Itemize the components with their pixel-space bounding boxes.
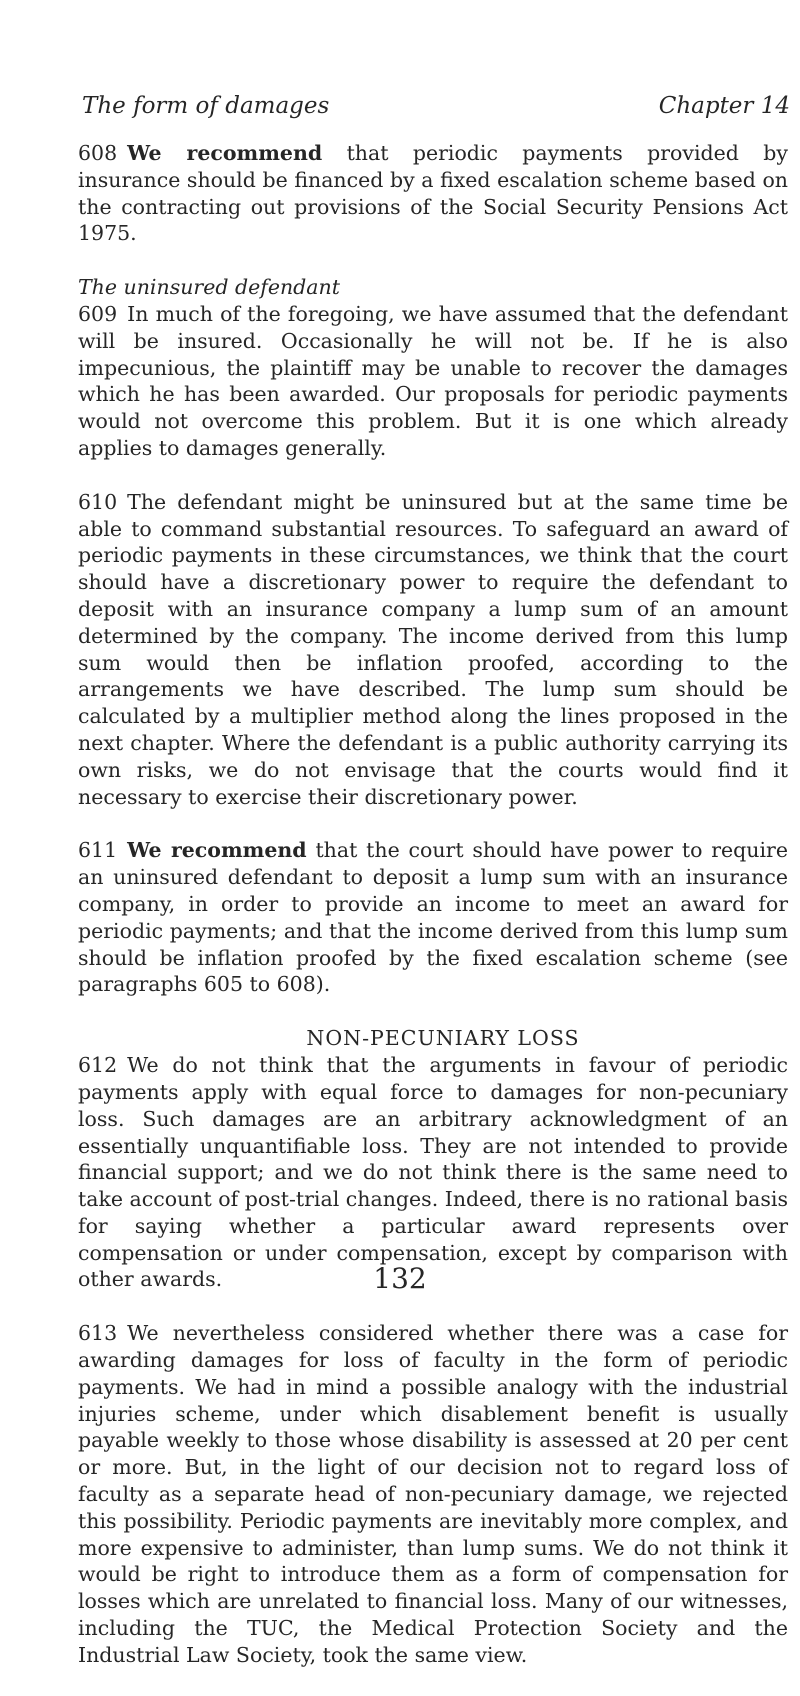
running-head-title: The form of damages bbox=[82, 93, 330, 119]
recommendation-lead: We recommend bbox=[127, 838, 307, 863]
recommendation-lead: We recommend bbox=[127, 141, 323, 165]
page-number: 132 bbox=[373, 1262, 427, 1295]
paragraph-text: We do not think that the arguments in favour of periodic payments apply with equal force to damages for non-pecuniary loss. Such damages are an arbitrary acknowledgment of an essentially unquantifiable loss. They are not intended to provide financial support; and we do not think there is the same need to take account of post-trial changes. Indeed, there is no rational basis for saying whether a particular award represents over compensation or under compensation, except by comparison with other awards. bbox=[78, 1053, 788, 1292]
section-heading: NON-PECUNIARY LOSS bbox=[306, 1026, 580, 1051]
paragraph-text: We nevertheless considered whether there was a case for awarding damages for loss of faculty in the form of periodic payments. We had in mind a possible analogy with the industrial injuries scheme, under which disablement benefit is usually payable weekly to those whose disability is assessed at 20 per cent or more. But, in the light of our decision not to regard loss of faculty as a separate head of non-pecuniary damage, we rejected this possibility. Periodic payments are inevitably more complex, and more expensive to administer, than lump sums. We do not think it would be right to introduce them as a form of compensation for losses which are unrelated to financial loss. Many of our witnesses, including the TUC, the Medical Protection Society and the Industrial Law Society, took the same view. bbox=[78, 1321, 788, 1667]
page-body bbox=[78, 140, 788, 1696]
paragraph-number: 608 bbox=[78, 141, 118, 165]
paragraph-number: 612 bbox=[78, 1053, 118, 1078]
paragraph-text: In much of the foregoing, we have assumed that the defendant will be insured. Occasionally he will not be. If he is also impecunious, the plaintiff may be unable to recover the damages which he has been awarded. Our proposals for periodic payments would not overcome this problem. But it is one which already applies to damages generally. bbox=[78, 301, 788, 460]
paragraph-text: The defendant might be uninsured but at the same time be able to command substantial resources. To safeguard an award of periodic payments in these circumstances, we think that the court should have a discretionary power to require the defendant to deposit with an insurance company a lump sum of an amount determined by the company. The income derived from this lump sum would then be inflation proofed, according to the arrangements we have described. The lump sum should be calculated by a multiplier method along the lines proposed in the next chapter. Where the defendant is a public authority carrying its own risks, we do not envisage that the courts would find it necessary to exercise their discretionary power. bbox=[78, 489, 788, 809]
paragraph-608 bbox=[78, 140, 788, 247]
paragraph-610 bbox=[78, 489, 788, 811]
paragraph-612 bbox=[78, 1052, 788, 1293]
paragraph-text: that the court should have power to require an uninsured defendant to deposit a lump sum with an insurance company, in order to provide an income to meet an award for periodic payments; and that the income derived from this lump sum should be inflation proofed by the fixed escalation scheme (see paragraphs 605 to 608). bbox=[78, 838, 788, 997]
running-head bbox=[0, 92, 800, 132]
paragraph-text: that periodic payments provided by insurance should be financed by a fixed escalation scheme based on the contracting out provisions of the Social Security Pensions Act 1975. bbox=[78, 141, 788, 246]
paragraph-number: 609 bbox=[78, 301, 118, 326]
paragraph-number: 610 bbox=[78, 489, 118, 514]
paragraph-number: 611 bbox=[78, 838, 118, 863]
paragraph-611 bbox=[78, 837, 788, 998]
paragraph-609 bbox=[78, 301, 788, 462]
subheading: The uninsured defendant bbox=[78, 275, 340, 300]
running-head-chapter: Chapter 14 bbox=[658, 93, 790, 119]
paragraph-number: 613 bbox=[78, 1321, 118, 1346]
paragraph-613 bbox=[78, 1320, 788, 1668]
